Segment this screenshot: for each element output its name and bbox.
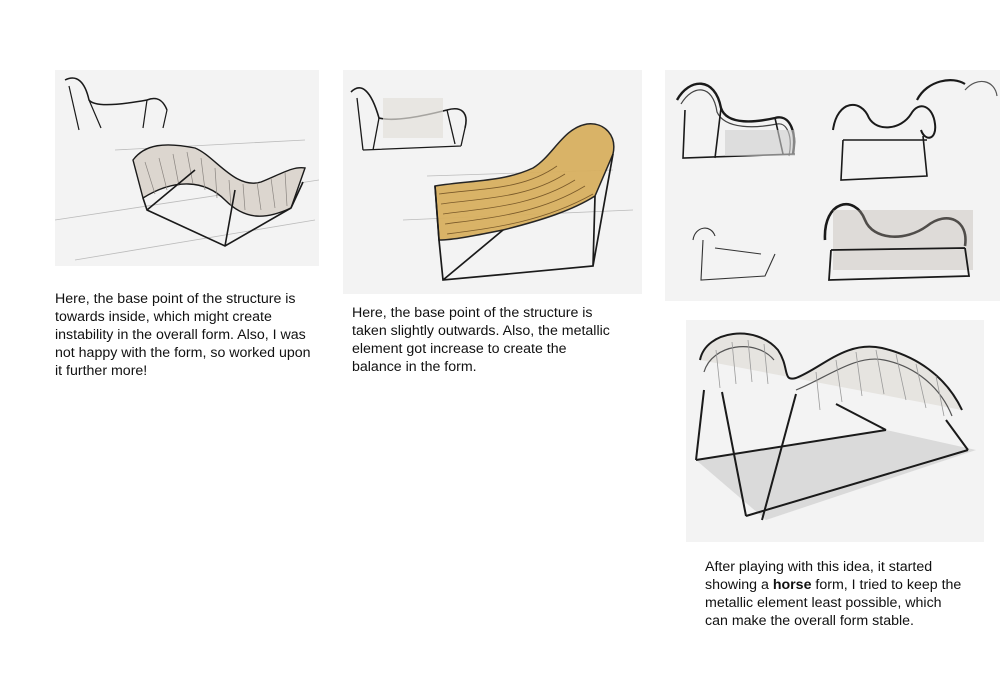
lounger-sketch-3-drawing [665, 70, 1000, 301]
sketch-horse-form-final [686, 320, 984, 542]
lounger-sketch-2-drawing [343, 70, 642, 294]
caption-sketch-4-bold-word: horse [772, 577, 812, 593]
caption-sketch-4-text-before: After playing with this idea, it started showing a [705, 559, 933, 593]
caption-sketch-1: Here, the base point of the structure is towards inside, which might create instability in the overall form. Also, I was not happy with the form, so worked upon it further more! [55, 291, 311, 379]
sketch-horse-form-explorations [665, 70, 1000, 301]
sketch-lounger-inward-base [55, 70, 319, 266]
sketch-lounger-outward-base [343, 70, 642, 294]
caption-sketch-4-text-after: form, I tried to keep the metallic element least possible, which can make the overall form stable. [705, 577, 962, 629]
caption-sketch-4 [705, 558, 965, 630]
lounger-sketch-1-drawing [55, 70, 319, 266]
caption-sketch-2: Here, the base point of the structure is taken slightly outwards. Also, the metallic element got increase to create the balance in the form. [352, 305, 610, 375]
lounger-sketch-4-drawing [686, 320, 984, 542]
